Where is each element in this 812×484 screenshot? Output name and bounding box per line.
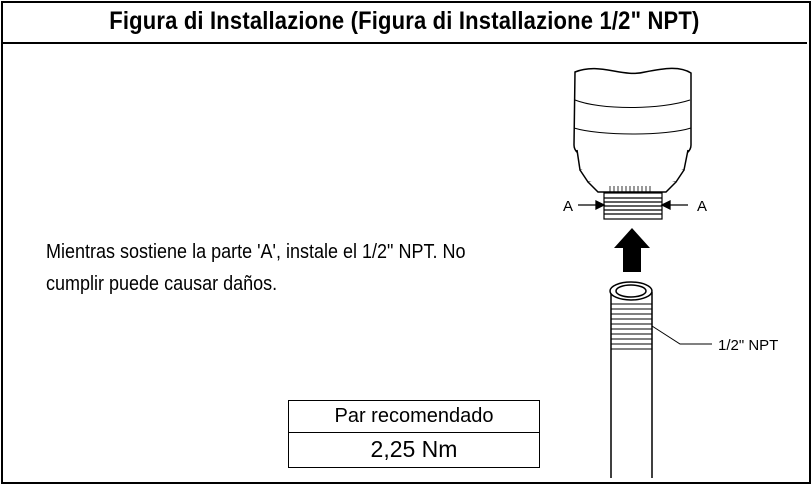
sensor-head: [574, 68, 691, 192]
insertion-arrow-icon: [614, 228, 650, 272]
torque-header: Par recomendado: [289, 401, 539, 433]
figure-title: Figura di Installazione (Figura di Installazione 1/2" NPT): [108, 7, 700, 35]
installation-instruction: Mientras sostiene la parte 'A', instale el 1/2" NPT. No cumplir puede causar daños.: [46, 241, 466, 295]
npt-leader-line: [652, 326, 712, 344]
npt-pipe: [610, 282, 652, 478]
torque-table: [288, 400, 540, 468]
part-a-label-right: A: [697, 198, 708, 215]
npt-label: 1/2" NPT: [718, 337, 779, 354]
part-a-label-left: A: [563, 198, 574, 215]
sensor-thread: [604, 193, 662, 219]
torque-value: 2,25 Nm: [370, 436, 458, 462]
sensor-installation-illustration: [540, 50, 805, 478]
pipe-thread-lines: [611, 304, 652, 349]
title-bar: [1, 1, 807, 44]
